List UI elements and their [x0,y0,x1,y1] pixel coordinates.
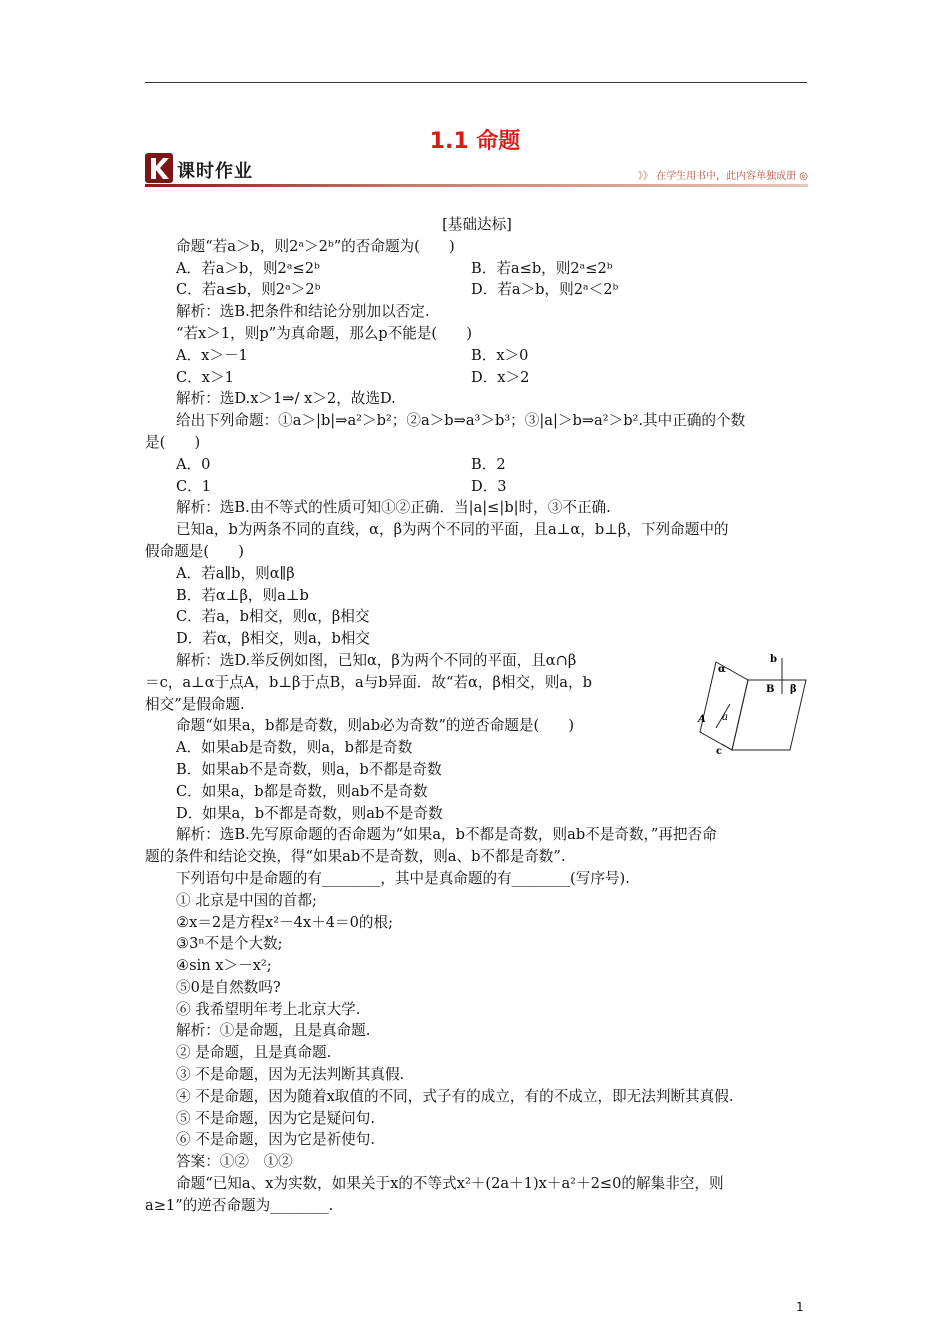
q6-analysis-line: ③ 不是命题，因为无法判断其真假. [176,1066,405,1084]
q5-analysis-line-1: 解析：选B.先写原命题的否命题为“如果a，b不都是奇数，则ab不是奇数，”再把否命 [176,826,717,844]
q3-option-d: D．3 [471,477,507,495]
q3-option-b: B．2 [471,455,506,473]
q3-stem-line-1: 给出下列命题：①a＞|b|⇒a²＞b²；②a＞b⇒a³＞b³；③|a|＞b⇒a²＞b².其中正确的个数 [176,412,746,430]
q6-item: ②x＝2是方程x²－4x＋4＝0的根; [176,913,394,931]
banner-rule [145,184,808,187]
q3-options-row-1 [145,454,809,476]
q6-analysis-line: ④ 不是命题，因为随着x取值的不同，式子有的成立，有的不成立，即无法判断其真假. [176,1087,734,1105]
q1-stem: 命题“若a＞b，则2ᵃ＞2ᵇ”的否命题为( ) [176,237,455,255]
banner-label: 课时作业 [177,161,253,182]
planes-figure [686,650,810,756]
q1-options-row-2 [145,279,809,301]
q1-options-row-1 [145,258,809,280]
q6-analysis-line: ⑥ 不是命题，因为它是祈使句. [176,1131,375,1149]
q2-option-c: C．x＞1 [176,368,234,386]
q4-analysis-line-2: ＝c，a⊥α于点A，b⊥β于点B，a与b异面．故“若α，β相交，则a，b [145,673,592,691]
q6-analysis-line: 解析：①是命题，且是真命题. [176,1022,371,1040]
q3-option-a: A．0 [176,455,211,473]
q5-option-b: B．如果ab不是奇数，则a，b不都是奇数 [176,760,442,778]
q1-option-c: C．若a≤b，则2ᵃ＞2ᵇ [176,281,321,299]
q6-stem: 下列语句中是命题的有________，其中是真命题的有________(写序号). [176,869,630,887]
q3-analysis: 解析：选B.由不等式的性质可知①②正确．当|a|≤|b|时，③不正确. [176,499,611,517]
label-a: a [722,712,728,723]
q4-stem-line-2: 假命题是( ) [145,542,244,560]
q3-stem-line-2: 是( ) [145,433,201,451]
k-logo-icon [145,153,173,183]
q5-stem: 命题“如果a，b都是奇数，则ab必为奇数”的逆否命题是( ) [176,717,575,735]
q6-item: ① 北京是中国的首都; [176,891,317,909]
line-c [722,744,732,750]
q1-analysis: 解析：选B.把条件和结论分别加以否定. [176,303,430,321]
q2-options-row-2 [145,367,809,389]
q7-stem-line-1: 命题“已知a、x为实数，如果关于x的不等式x²＋(2a＋1)x＋a²＋2≤0的解集非空，则 [176,1175,724,1193]
q5-option-a: A．如果ab是奇数，则a，b都是奇数 [176,739,413,757]
label-point-b: B [766,684,775,695]
q5-analysis-line-2: 题的条件和结论交换，得“如果ab不是奇数，则a、b不都是奇数”. [145,848,566,866]
q3-option-c: C．1 [176,477,212,495]
homework-banner [145,153,808,189]
q2-stem: “若x＞1，则p”为真命题，那么p不能是( ) [176,324,473,342]
q2-option-d: D．x＞2 [471,368,530,386]
label-b: b [770,654,777,665]
q1-option-b: B．若a≤b，则2ᵃ≤2ᵇ [471,259,613,277]
q4-option-a: A．若a∥b，则α∥β [176,564,295,582]
q7-stem-line-2: a≥1”的逆否命题为________. [145,1196,334,1214]
q3-options-row-2 [145,476,809,498]
q2-analysis: 解析：选D.x＞1⇒/ x＞2，故选D. [176,390,396,408]
q4-analysis-line-1: 解析：选D.举反例如图，已知α，β为两个不同的平面，且α∩β [176,651,577,669]
q4-option-c: C．若a，b相交，则α，β相交 [176,608,370,626]
q4-option-b: B．若α⊥β，则a⊥b [176,586,309,604]
q1-option-d: D．若a＞b，则2ᵃ＜2ᵇ [471,281,619,299]
q2-options-row-1 [145,345,809,367]
section-header: [基础达标] [442,216,512,233]
q5-option-c: C．如果a，b都是奇数，则ab不是奇数 [176,782,428,800]
label-alpha: α [718,664,726,675]
q4-option-d: D．若α，β相交，则a，b相交 [176,630,370,648]
banner-note: 》》 在学生用书中，此内容单独成册 ◎ [637,171,808,182]
label-point-a: A [698,714,706,725]
q2-option-b: B．x＞0 [471,346,529,364]
q6-item: ⑤0是自然数吗? [176,978,281,996]
q6-analysis-line: ⑤ 不是命题，因为它是疑问句. [176,1109,375,1127]
label-c: c [716,746,723,756]
label-beta: β [790,684,797,695]
q6-analysis-line: ② 是命题，且是真命题. [176,1044,332,1062]
q5-option-d: D．如果a，b不都是奇数，则ab不是奇数 [176,804,443,822]
q4-stem-line-1: 已知a，b为两条不同的直线，α，β为两个不同的平面，且a⊥α，b⊥β，下列命题中的 [176,521,729,539]
page-title: 1.1 命题 [429,129,521,154]
q4-analysis-line-3: 相交”是假命题. [145,695,245,713]
q1-option-a: A．若a＞b，则2ᵃ≤2ᵇ [176,259,320,277]
q6-item: ④sin x＞－x²; [176,957,272,975]
header-rule [145,82,807,83]
plane-alpha [700,662,748,750]
page-number: 1 [796,1300,804,1314]
q6-item: ③3ⁿ不是个大数; [176,935,283,953]
q2-option-a: A．x＞－1 [176,346,248,364]
q6-item: ⑥ 我希望明年考上北京大学. [176,1000,361,1018]
q6-answer: 答案：①② ①② [176,1153,293,1171]
